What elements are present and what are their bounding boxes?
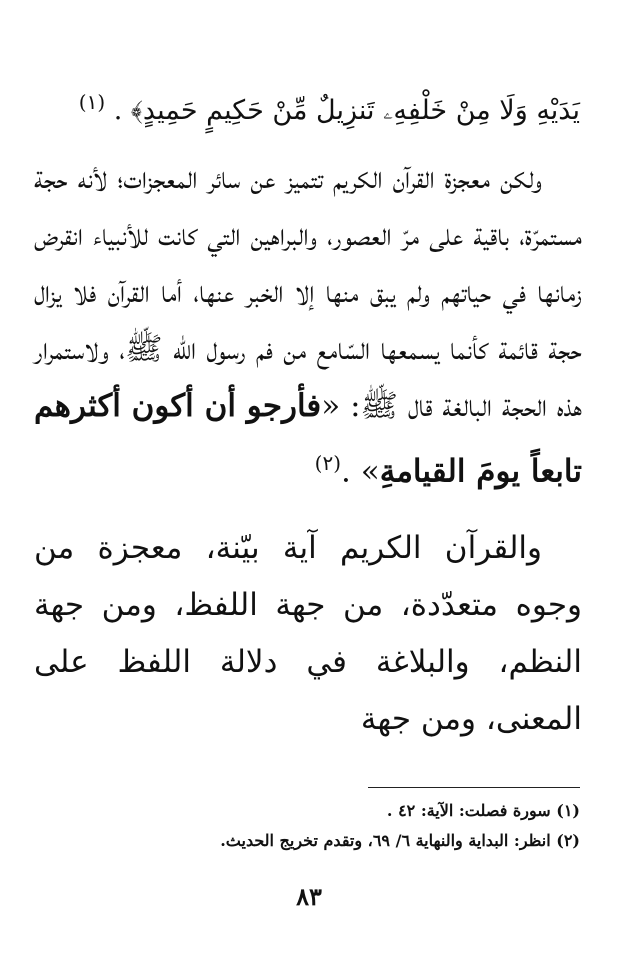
- footnote-divider: [368, 787, 580, 788]
- quran-verse-line: [60, 78, 580, 135]
- footnote-2: (٢) انظر: البداية والنهاية ٦/ ٦٩، وتقدم تخريج الحديث.: [220, 831, 580, 850]
- footnotes: [40, 796, 580, 856]
- hadith-quote: فأرجو أن أكون أكثرهم تابعاً يومَ القيامةِ: [34, 388, 582, 490]
- paragraph-1: [34, 150, 582, 500]
- verse-footnote-ref[interactable]: (١): [78, 90, 106, 114]
- verse-text: يَدَيْهِ وَلَا مِنْ خَلْفِهِۦ تَنزِيلٌ مِّنْ حَكِيمٍ حَمِيدٍ﴾ .: [113, 95, 580, 126]
- page-number: ٨٣: [296, 882, 322, 911]
- paragraph-2: [34, 520, 582, 748]
- quote-close: » .: [341, 453, 380, 490]
- paragraph-2-text: والقرآن الكريم آية بيّنة، معجزة من وجوه متعدّدة، من جهة اللفظ، ومن جهة النظم، والبلاغة في دلالة اللفظ على المعنى، ومن جهة: [34, 530, 582, 738]
- paragraph-1-text: ولكن معجزة القرآن الكريم تتميز عن سائر المعجزات؛ لأنه حجة مستمرّة، باقية على مرّ العصور، والبراهين التي كانت للأنبياء انقرض زمانها في حياتهم ولم يبق منها إلا الخبر عنها، أما القرآن فلا يزال حجة قائمة كأنما يسمعها السّامع من فم رسول الله ﷺ، ولاستمرار هذه الحجة البالغة قال ﷺ: «: [34, 160, 582, 424]
- hadith-footnote-ref[interactable]: (٢): [314, 451, 342, 475]
- footnote-1: (١) سورة فصلت: الآية: ٤٢ .: [386, 801, 580, 820]
- main-text: [34, 150, 582, 748]
